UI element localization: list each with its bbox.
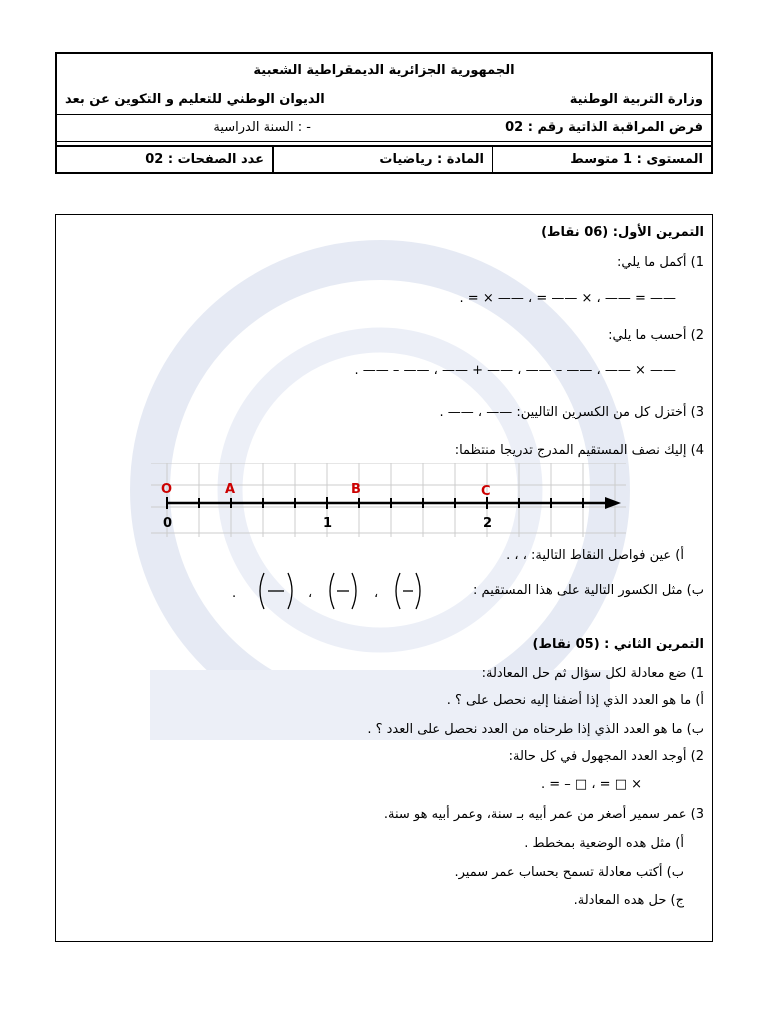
ex2-q2: 2) أوجد العدد المجهول في كل حالة: (508, 749, 704, 764)
number-line (151, 463, 626, 537)
ex1-title: التمرين الأول: (06 نقاط) (541, 225, 704, 240)
fraction-boxes (226, 569, 426, 613)
ex2-q1a: أ) ما هو العدد الذي إذا أضفنا إليه نحصل على ؟ . (446, 693, 704, 708)
tick-label-1: 1 (323, 516, 333, 531)
point-b-label: B (351, 482, 361, 497)
pages-label: عدد الصفحات : 02 (57, 147, 273, 172)
svg-text:،: ، (308, 586, 313, 601)
office-label: الديوان الوطني للتعليم و التكوين عن بعد (65, 92, 325, 107)
tick-label-0: 0 (163, 516, 173, 531)
ex2-q1b: ب) ما هو العدد الذي إذا طرحناه من العدد نحصل على العدد ؟ . (367, 722, 704, 737)
ex1-q2: 2) أحسب ما يلي: (608, 328, 704, 343)
ex2-q2-expression: × □ = ، □ – = . (541, 777, 642, 792)
ex1-q2-expression: —— × —— ، —— – —— ، —— + —— ، —— – —— . (354, 363, 676, 378)
exercises-box (55, 214, 713, 942)
point-a-label: A (225, 482, 236, 497)
ex2-q1: 1) ضع معادلة لكل سؤال ثم حل المعادلة: (481, 666, 704, 681)
svg-text:،: ، (374, 586, 379, 601)
ex1-q4a: أ) عين فواصل النقاط التالية: ، ، . (506, 548, 684, 563)
level-label: المستوى : 1 متوسط (570, 152, 703, 167)
ex2-title: التمرين الثاني : (05 نقاط) (532, 637, 704, 652)
ex2-q3: 3) عمر سمير أصغر من عمر أبيه بـ سنة، وعمر أبيه هو سنة. (383, 807, 704, 822)
exam-number: فرض المراقبة الذاتية رقم : 02 (505, 120, 703, 135)
subject-label: المادة : رياضيات (273, 147, 493, 172)
ministry-label: وزارة التربية الوطنية (569, 92, 703, 107)
ex1-q1: 1) أكمل ما يلي: (617, 255, 704, 270)
ex1-q4b: ب) مثل الكسور التالية على هذا المستقيم : (473, 583, 704, 598)
ex2-q3a: أ) مثل هده الوضعية بمخطط . (524, 836, 684, 851)
republic-title: الجمهورية الجزائرية الديمقراطية الشعبية (253, 63, 515, 78)
tick-label-2: 2 (483, 516, 493, 531)
point-o-label: O (161, 482, 173, 497)
ex1-q1-expression: —— = —— ، × —— = ، —— × = . (459, 291, 676, 306)
ex1-q3: 3) أختزل كل من الكسرين التاليين: —— ، —— . (439, 405, 704, 420)
svg-text:.: . (232, 586, 237, 601)
school-year: السنة الدراسية : - (213, 120, 311, 135)
ex2-q3c: ج) حل هده المعادلة. (573, 893, 684, 908)
ex2-q3b: ب) أكتب معادلة تسمح بحساب عمر سمير. (454, 865, 684, 880)
ex1-q4: 4) إليك نصف المستقيم المدرج تدريجا منتظما: (454, 443, 704, 458)
point-c-label: C (481, 484, 491, 499)
exam-header (55, 52, 713, 174)
